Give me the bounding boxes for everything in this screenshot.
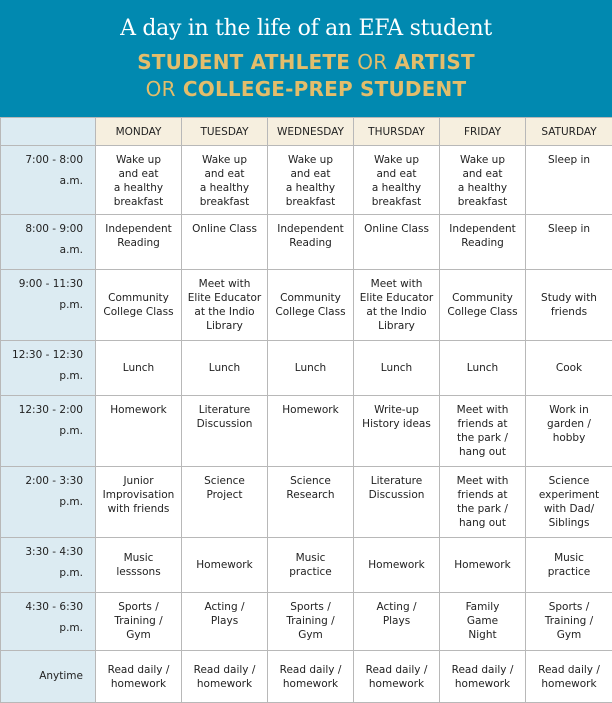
time-slot-label: 3:30 - 4:30 p.m. — [1, 538, 96, 593]
time-slot-label: 12:30 - 2:00 p.m. — [1, 396, 96, 467]
activity-cell: Meet with friends at the park / hang out — [440, 467, 526, 538]
time-slot-label: 9:00 - 11:30 p.m. — [1, 270, 96, 341]
activity-cell: Sports / Training / Gym — [268, 593, 354, 651]
activity-cell: Independent Reading — [268, 215, 354, 270]
activity-cell: Online Class — [182, 215, 268, 270]
activity-cell: Meet with Elite Educator at the Indio Library — [354, 270, 440, 341]
activity-cell: Literature Discussion — [182, 396, 268, 467]
time-slot-label: 2:00 - 3:30 p.m. — [1, 467, 96, 538]
activity-cell: Read daily / homework — [354, 651, 440, 703]
activity-cell: Online Class — [354, 215, 440, 270]
activity-cell: Literature Discussion — [354, 467, 440, 538]
activity-cell: Sleep in — [526, 146, 612, 215]
table-row — [1, 467, 612, 538]
subtitle-line-2 — [0, 76, 612, 103]
activity-cell: Lunch — [96, 341, 182, 396]
activity-cell: Read daily / homework — [182, 651, 268, 703]
subtitle-college-prep: COLLEGE-PREP STUDENT — [183, 77, 466, 101]
activity-cell: Lunch — [440, 341, 526, 396]
table-row — [1, 215, 612, 270]
activity-cell: Community College Class — [96, 270, 182, 341]
activity-cell: Wake up and eat a healthy breakfast — [440, 146, 526, 215]
time-slot-label: Anytime — [1, 651, 96, 703]
activity-cell: Family Game Night — [440, 593, 526, 651]
activity-cell: Meet with friends at the park / hang out — [440, 396, 526, 467]
activity-cell: Science experiment with Dad/ Siblings — [526, 467, 612, 538]
activity-cell: Wake up and eat a healthy breakfast — [182, 146, 268, 215]
activity-cell: Community College Class — [440, 270, 526, 341]
activity-cell: Homework — [182, 538, 268, 593]
activity-cell: Lunch — [268, 341, 354, 396]
activity-cell: Read daily / homework — [440, 651, 526, 703]
subtitle-artist: ARTIST — [395, 50, 475, 74]
day-header-friday: FRIDAY — [440, 118, 526, 146]
activity-cell: Read daily / homework — [96, 651, 182, 703]
subtitle-or: OR — [357, 50, 387, 74]
corner-cell — [1, 118, 96, 146]
day-header-saturday: SATURDAY — [526, 118, 612, 146]
table-row — [1, 396, 612, 467]
day-header-wednesday: WEDNESDAY — [268, 118, 354, 146]
activity-cell: Science Project — [182, 467, 268, 538]
time-slot-label: 8:00 - 9:00 a.m. — [1, 215, 96, 270]
schedule-table — [0, 117, 612, 703]
table-row — [1, 341, 612, 396]
activity-cell: Independent Reading — [440, 215, 526, 270]
activity-cell: Homework — [268, 396, 354, 467]
subtitle-or: OR — [146, 77, 176, 101]
subtitle-athlete: STUDENT ATHLETE — [137, 50, 350, 74]
activity-cell: Independent Reading — [96, 215, 182, 270]
activity-cell: Wake up and eat a healthy breakfast — [96, 146, 182, 215]
time-slot-label: 4:30 - 6:30 p.m. — [1, 593, 96, 651]
activity-cell: Write-up History ideas — [354, 396, 440, 467]
page-title: A day in the life of an EFA student — [0, 16, 612, 41]
time-slot-label: 7:00 - 8:00 a.m. — [1, 146, 96, 215]
activity-cell: Read daily / homework — [268, 651, 354, 703]
activity-cell: Wake up and eat a healthy breakfast — [354, 146, 440, 215]
activity-cell: Meet with Elite Educator at the Indio Library — [182, 270, 268, 341]
day-header-row — [1, 118, 612, 146]
activity-cell: Homework — [440, 538, 526, 593]
table-row — [1, 651, 612, 703]
activity-cell: Acting / Plays — [182, 593, 268, 651]
activity-cell: Lunch — [182, 341, 268, 396]
activity-cell: Homework — [354, 538, 440, 593]
table-row — [1, 146, 612, 215]
activity-cell: Music practice — [526, 538, 612, 593]
table-row — [1, 593, 612, 651]
activity-cell: Acting / Plays — [354, 593, 440, 651]
table-row — [1, 270, 612, 341]
activity-cell: Junior Improvisation with friends — [96, 467, 182, 538]
activity-cell: Music practice — [268, 538, 354, 593]
table-row — [1, 538, 612, 593]
day-header-tuesday: TUESDAY — [182, 118, 268, 146]
activity-cell: Read daily / homework — [526, 651, 612, 703]
activity-cell: Community College Class — [268, 270, 354, 341]
header-banner — [0, 0, 612, 117]
activity-cell: Cook — [526, 341, 612, 396]
activity-cell: Wake up and eat a healthy breakfast — [268, 146, 354, 215]
subtitle-line-1 — [0, 49, 612, 76]
activity-cell: Study with friends — [526, 270, 612, 341]
activity-cell: Sleep in — [526, 215, 612, 270]
activity-cell: Homework — [96, 396, 182, 467]
activity-cell: Science Research — [268, 467, 354, 538]
activity-cell: Sports / Training / Gym — [526, 593, 612, 651]
activity-cell: Sports / Training / Gym — [96, 593, 182, 651]
day-header-thursday: THURSDAY — [354, 118, 440, 146]
day-header-monday: MONDAY — [96, 118, 182, 146]
activity-cell: Music lesssons — [96, 538, 182, 593]
activity-cell: Work in garden / hobby — [526, 396, 612, 467]
time-slot-label: 12:30 - 12:30 p.m. — [1, 341, 96, 396]
activity-cell: Lunch — [354, 341, 440, 396]
